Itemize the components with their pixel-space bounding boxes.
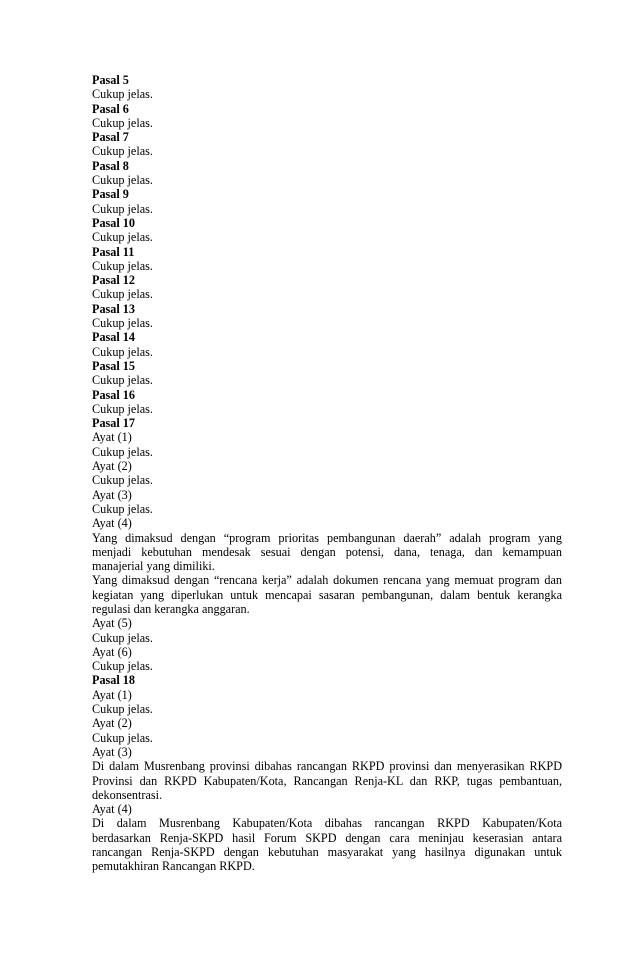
text-line: Cukup jelas. [92,287,153,302]
paragraph-line: berdasarkan Renja-SKPD hasil Forum SKPD dengan cara meninjau keserasian antara [92,830,562,845]
paragraph-line: pemutakhiran Rancangan RKPD. [92,859,255,874]
text-line: Cukup jelas. [92,115,153,130]
paragraph-line: regulasi dan kerangka anggaran. [92,601,250,616]
article-heading: Pasal 9 [92,187,129,202]
text-line: Ayat (1) [92,430,132,445]
paragraph-line: Yang dimaksud dengan “rencana kerja” adalah dokumen rencana yang memuat program dan [92,573,562,588]
text-line: Ayat (4) [92,802,132,817]
body-paragraph [92,573,562,616]
article-heading: Pasal 7 [92,130,129,145]
text-line: Ayat (3) [92,744,132,759]
text-line: Ayat (3) [92,487,132,502]
text-line: Cukup jelas. [92,201,153,216]
text-line: Cukup jelas. [92,258,153,273]
text-line: Cukup jelas. [92,344,153,359]
article-heading: Pasal 14 [92,330,135,345]
paragraph-line: Yang dimaksud dengan “program prioritas pembangunan daerah” adalah program yang [92,530,562,545]
article-heading: Pasal 17 [92,416,135,431]
text-line: Cukup jelas. [92,444,153,459]
body-paragraph [92,759,562,802]
article-heading: Pasal 10 [92,215,135,230]
text-line: Cukup jelas. [92,173,153,188]
text-line: Cukup jelas. [92,230,153,245]
article-heading: Pasal 11 [92,244,135,259]
text-line: Ayat (5) [92,616,132,631]
body-paragraph [92,531,562,574]
text-line: Ayat (2) [92,459,132,474]
text-line: Cukup jelas. [92,473,153,488]
paragraph-line: dekonsentrasi. [92,787,163,802]
paragraph-line: menjadi kebutuhan mendesak sesuai dengan potensi, dana, tenaga, dan kemampuan [92,544,562,559]
paragraph-line: rancangan Renja-SKPD dengan kebutuhan masyarakat yang hasilnya digunakan untuk [92,845,562,860]
text-line: Cukup jelas. [92,401,153,416]
text-line: Cukup jelas. [92,730,153,745]
text-line: Cukup jelas. [92,702,153,717]
article-heading: Pasal 16 [92,387,135,402]
paragraph-line: Provinsi dan RKPD Kabupaten/Kota, Rancangan Renja-KL dan RKP, tugas pembantuan, [92,773,562,788]
text-line: Cukup jelas. [92,144,153,159]
text-line: Cukup jelas. [92,659,153,674]
text-line: Ayat (4) [92,516,132,531]
text-line: Cukup jelas. [92,87,153,102]
text-line: Cukup jelas. [92,316,153,331]
text-line: Ayat (2) [92,716,132,731]
text-line: Cukup jelas. [92,630,153,645]
text-line: Ayat (1) [92,687,132,702]
article-heading: Pasal 15 [92,358,135,373]
text-line: Cukup jelas. [92,501,153,516]
article-heading: Pasal 6 [92,101,129,116]
article-heading: Pasal 12 [92,273,135,288]
body-paragraph [92,816,562,873]
paragraph-line: Di dalam Musrenbang provinsi dibahas rancangan RKPD provinsi dan menyerasikan RKPD [92,759,562,774]
text-line: Ayat (6) [92,644,132,659]
text-line: Cukup jelas. [92,373,153,388]
article-heading: Pasal 8 [92,158,129,173]
article-heading: Pasal 13 [92,301,135,316]
paragraph-line: manajerial yang dimiliki. [92,559,215,574]
article-heading: Pasal 18 [92,673,135,688]
paragraph-line: kegiatan yang diperlukan untuk mencapai sasaran pembangunan, dalam bentuk kerangka [92,587,562,602]
document-page [92,73,562,874]
article-heading: Pasal 5 [92,73,129,87]
paragraph-line: Di dalam Musrenbang Kabupaten/Kota dibahas rancangan RKPD Kabupaten/Kota [92,816,562,831]
